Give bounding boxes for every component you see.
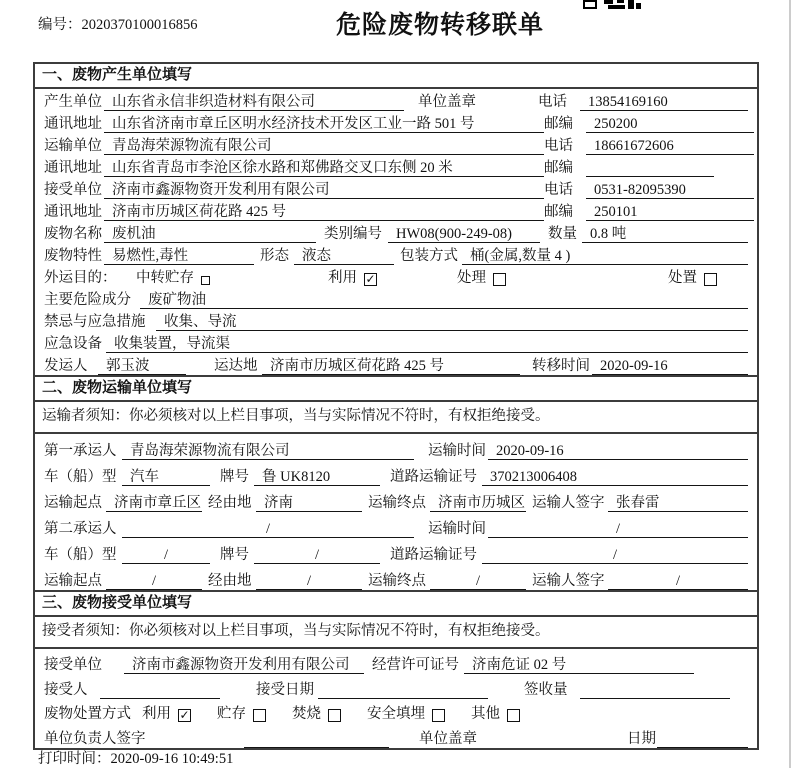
receiver-notice: 接受者须知：你必须核对以上栏目事项，当与实际情况不符时，有权拒绝接受。: [35, 617, 757, 649]
page-title: 危险废物转移联单: [335, 11, 544, 39]
postcode-group: [544, 115, 754, 133]
field-label: 牌号: [220, 547, 249, 563]
producer-postcode-value: 250200: [586, 115, 754, 133]
checkbox-label: 利用: [328, 270, 357, 286]
field-label: 废物特性: [44, 248, 102, 264]
qr-block: [628, 0, 634, 9]
receiver-phone-value: 0531-82095390: [586, 181, 754, 199]
row-producer-unit: [35, 89, 757, 111]
field-label: 接受日期: [256, 681, 314, 698]
print-time: [38, 747, 233, 768]
row-shipper: [35, 353, 757, 375]
phone-group: [544, 137, 754, 155]
section-transporter-title: 二、废物运输单位填写: [35, 375, 757, 402]
waste-packaging-value: 桶(金属,数量 4 ): [462, 247, 748, 265]
responsible-signature-value: [244, 730, 389, 748]
first-carrier-value: 青岛海荣源物流有限公司: [122, 442, 414, 460]
checkbox-utilize: [328, 269, 377, 287]
field-label: 电话: [538, 94, 567, 110]
waste-form-value: 液态: [294, 247, 394, 265]
receiver-postcode-value: 250101: [586, 203, 754, 221]
contraindication-value: 收集、导流: [156, 313, 748, 331]
plate-number-2-value: /: [254, 546, 380, 564]
checkbox-label: 安全填埋: [367, 706, 425, 723]
doc-number-label: 编号：: [38, 17, 82, 33]
row-receiver-address: [35, 199, 757, 221]
row-waste-property: [35, 243, 757, 265]
checkbox-icon: [328, 709, 341, 722]
field-label: 通讯地址: [44, 160, 102, 176]
carrier-signature-2-value: /: [608, 572, 748, 590]
field-label: 邮编: [544, 204, 573, 220]
seal-date-value: [657, 730, 748, 748]
section-producer: [35, 64, 757, 375]
row-main-hazard: [35, 287, 757, 309]
section-producer-title: 一、废物产生单位填写: [35, 64, 757, 89]
doc-number-value: 2020370100016856: [81, 17, 198, 33]
field-label: 应急设备: [44, 336, 102, 352]
checkbox-label: 处置: [668, 270, 697, 286]
route-origin-value: 济南市章丘区: [106, 494, 202, 512]
road-permit-2-value: /: [482, 546, 748, 564]
field-label: 产生单位: [44, 94, 102, 110]
field-label: 电话: [544, 182, 573, 198]
qr-block: [583, 0, 597, 9]
checkbox-icon: [253, 709, 266, 722]
field-label: 主要危险成分: [44, 292, 131, 308]
carrier-signature-value: 张春雷: [608, 494, 748, 512]
row-transfer-purpose: [35, 265, 757, 287]
vehicle-type-2-value: /: [122, 546, 210, 564]
qr-block: [604, 0, 613, 4]
checkbox-utilize: [142, 705, 191, 723]
print-time-label: 打印时间：: [38, 751, 111, 767]
received-quantity-value: [580, 681, 730, 699]
row-vehicle-type-2: [35, 538, 757, 564]
field-label: 运达地: [214, 358, 258, 374]
transport-phone-value: 18661672606: [586, 137, 754, 155]
transport-unit-value: 青岛海荣源物流有限公司: [104, 137, 544, 155]
row-second-carrier: [35, 512, 757, 538]
field-label: 包装方式: [400, 248, 458, 264]
manifest-form: [33, 62, 759, 750]
field-label: 牌号: [220, 469, 249, 485]
field-label: 运输终点: [368, 495, 426, 511]
route-via-2-value: /: [256, 572, 362, 590]
field-label: 通讯地址: [44, 204, 102, 220]
producer-phone-value: 13854169160: [580, 93, 748, 111]
route-end-value: 济南市历城区: [430, 494, 526, 512]
producer-address-value: 山东省济南市章丘区明水经济技术开发区工业一路 501 号: [104, 115, 544, 133]
row-vehicle-type-1: [35, 460, 757, 486]
vehicle-type-value: 汽车: [122, 468, 210, 486]
row-responsible-signature: [35, 723, 757, 748]
row-transport-address: [35, 155, 757, 177]
accept-unit-value: 济南市鑫源物资开发利用有限公司: [124, 656, 364, 674]
field-label: 经由地: [208, 495, 252, 511]
transport-date-2-value: /: [488, 520, 748, 538]
route-origin-2-value: /: [106, 572, 202, 590]
transport-date-value: 2020-09-16: [488, 442, 748, 460]
section-receiver: [35, 590, 757, 748]
field-label: 第二承运人: [44, 521, 117, 537]
waste-quantity-value: 0.8 吨: [582, 225, 748, 243]
field-label: 数量: [548, 226, 577, 242]
field-label: 发运人: [44, 358, 88, 374]
field-label: 道路运输证号: [390, 469, 477, 485]
field-label: 运输单位: [44, 138, 102, 154]
field-label: 邮编: [544, 116, 573, 132]
accept-person-value: [100, 681, 220, 699]
checkbox-checked-icon: ✓: [365, 272, 376, 286]
row-producer-address: [35, 111, 757, 133]
postcode-group: [544, 159, 748, 177]
waste-property-value: 易燃性,毒性: [104, 247, 254, 265]
field-label: 转移时间: [532, 358, 590, 374]
checkbox-icon: [493, 273, 506, 286]
field-label: 电话: [544, 138, 573, 154]
checkbox-dispose: [668, 269, 717, 287]
section-receiver-title: 三、废物接受单位填写: [35, 590, 757, 617]
phone-group: [544, 181, 754, 199]
row-route-2: [35, 564, 757, 590]
checkbox-icon: [704, 273, 717, 286]
field-label: 经由地: [208, 573, 252, 589]
checkbox-icon: [432, 709, 445, 722]
field-label: 签收量: [524, 681, 568, 698]
print-time-value: 2020-09-16 10:49:51: [110, 751, 234, 767]
row-contraindication: [35, 309, 757, 331]
field-label: 通讯地址: [44, 116, 102, 132]
field-label: 经营许可证号: [372, 656, 459, 673]
field-label: 接受人: [44, 681, 88, 698]
qr-block: [608, 5, 625, 9]
checkbox-checked-icon: ✓: [179, 708, 190, 723]
shipper-value: 郭玉波: [98, 357, 186, 375]
second-carrier-value: /: [122, 520, 414, 538]
field-label: 运输终点: [368, 573, 426, 589]
checkbox-storage: [217, 705, 266, 723]
checkbox-transfer-storage: [136, 269, 210, 287]
receiver-address-value: 济南市历城区荷花路 425 号: [104, 203, 544, 221]
row-waste-name: [35, 221, 757, 243]
checkbox-label: 其他: [471, 706, 500, 723]
field-label: 车（船）型: [44, 469, 117, 485]
receiver-unit-value: 济南市鑫源物资开发利用有限公司: [104, 181, 544, 199]
field-label: 运输人签字: [532, 495, 605, 511]
waste-name-value: 废机油: [104, 225, 316, 243]
main-hazard-value: 废矿物油: [140, 291, 748, 309]
emergency-equipment-value: 收集装置，导流渠: [106, 335, 748, 353]
field-label: 运输人签字: [532, 573, 605, 589]
checkbox-label: 焚烧: [292, 706, 321, 723]
transporter-notice: 运输者须知：你必须核对以上栏目事项，当与实际情况不符时，有权拒绝接受。: [35, 402, 757, 434]
page-edge-divider: [789, 0, 791, 768]
field-label: 运输时间: [428, 443, 486, 459]
checkbox-landfill: [367, 705, 445, 723]
producer-unit-value: 山东省永信非织造材料有限公司: [104, 93, 404, 111]
accept-date-value: [318, 681, 488, 699]
row-receiver-unit: [35, 177, 757, 199]
phone-group: [538, 93, 748, 111]
checkbox-incinerate: [292, 705, 341, 723]
field-label: 接受单位: [44, 656, 102, 673]
field-label: 邮编: [544, 160, 573, 176]
unit-seal-label: 单位盖章: [418, 94, 476, 110]
field-label: 运输起点: [44, 573, 102, 589]
destination-value: 济南市历城区荷花路 425 号: [262, 357, 520, 375]
row-route-1: [35, 486, 757, 512]
checkbox-icon: [201, 276, 210, 285]
row-transport-unit: [35, 133, 757, 155]
checkbox-icon: [507, 709, 520, 722]
field-label: 禁忌与应急措施: [44, 314, 146, 330]
field-label: 车（船）型: [44, 547, 117, 563]
checkbox-label: 利用: [142, 706, 171, 723]
row-disposal-method: [35, 699, 757, 724]
field-label: 接受单位: [44, 182, 102, 198]
field-label: 外运目的：: [44, 270, 117, 286]
qr-code-fragment-icon: [583, 0, 643, 9]
transfer-date-value: 2020-09-16: [592, 357, 748, 375]
field-label: 运输时间: [428, 521, 486, 537]
unit-seal-label: 单位盖章: [419, 731, 477, 748]
field-label: 日期: [627, 731, 656, 748]
field-label: 单位负责人签字: [44, 731, 146, 748]
row-first-carrier: [35, 434, 757, 460]
checkbox-treat: [457, 269, 506, 287]
field-label: 类别编号: [324, 226, 382, 242]
checkbox-label: 贮存: [217, 706, 246, 723]
transport-address-value: 山东省青岛市李沧区徐水路和郑佛路交叉口东侧 20 米: [104, 159, 544, 177]
checkbox-other: [471, 705, 520, 723]
qr-block: [636, 3, 641, 9]
transport-postcode-value: [586, 159, 714, 177]
field-label: 第一承运人: [44, 443, 117, 459]
row-emergency-equipment: [35, 331, 757, 353]
qr-block: [617, 0, 624, 3]
postcode-group: [544, 203, 754, 221]
checkbox-label: 处理: [457, 270, 486, 286]
plate-number-value: 鲁 UK8120: [254, 468, 380, 486]
route-end-2-value: /: [430, 572, 526, 590]
license-number-value: 济南危证 02 号: [464, 656, 694, 674]
field-label: 形态: [260, 248, 289, 264]
waste-category-code-value: HW08(900-249-08): [388, 225, 540, 243]
field-label: 废物处置方式: [44, 706, 131, 723]
field-label: 运输起点: [44, 495, 102, 511]
road-permit-value: 370213006408: [482, 468, 748, 486]
section-transporter: [35, 375, 757, 590]
field-label: 废物名称: [44, 226, 102, 242]
checkbox-label: 中转贮存: [136, 270, 194, 286]
field-label: 道路运输证号: [390, 547, 477, 563]
row-accept-person: [35, 674, 757, 699]
route-via-value: 济南: [256, 494, 362, 512]
row-accept-unit: [35, 649, 757, 674]
